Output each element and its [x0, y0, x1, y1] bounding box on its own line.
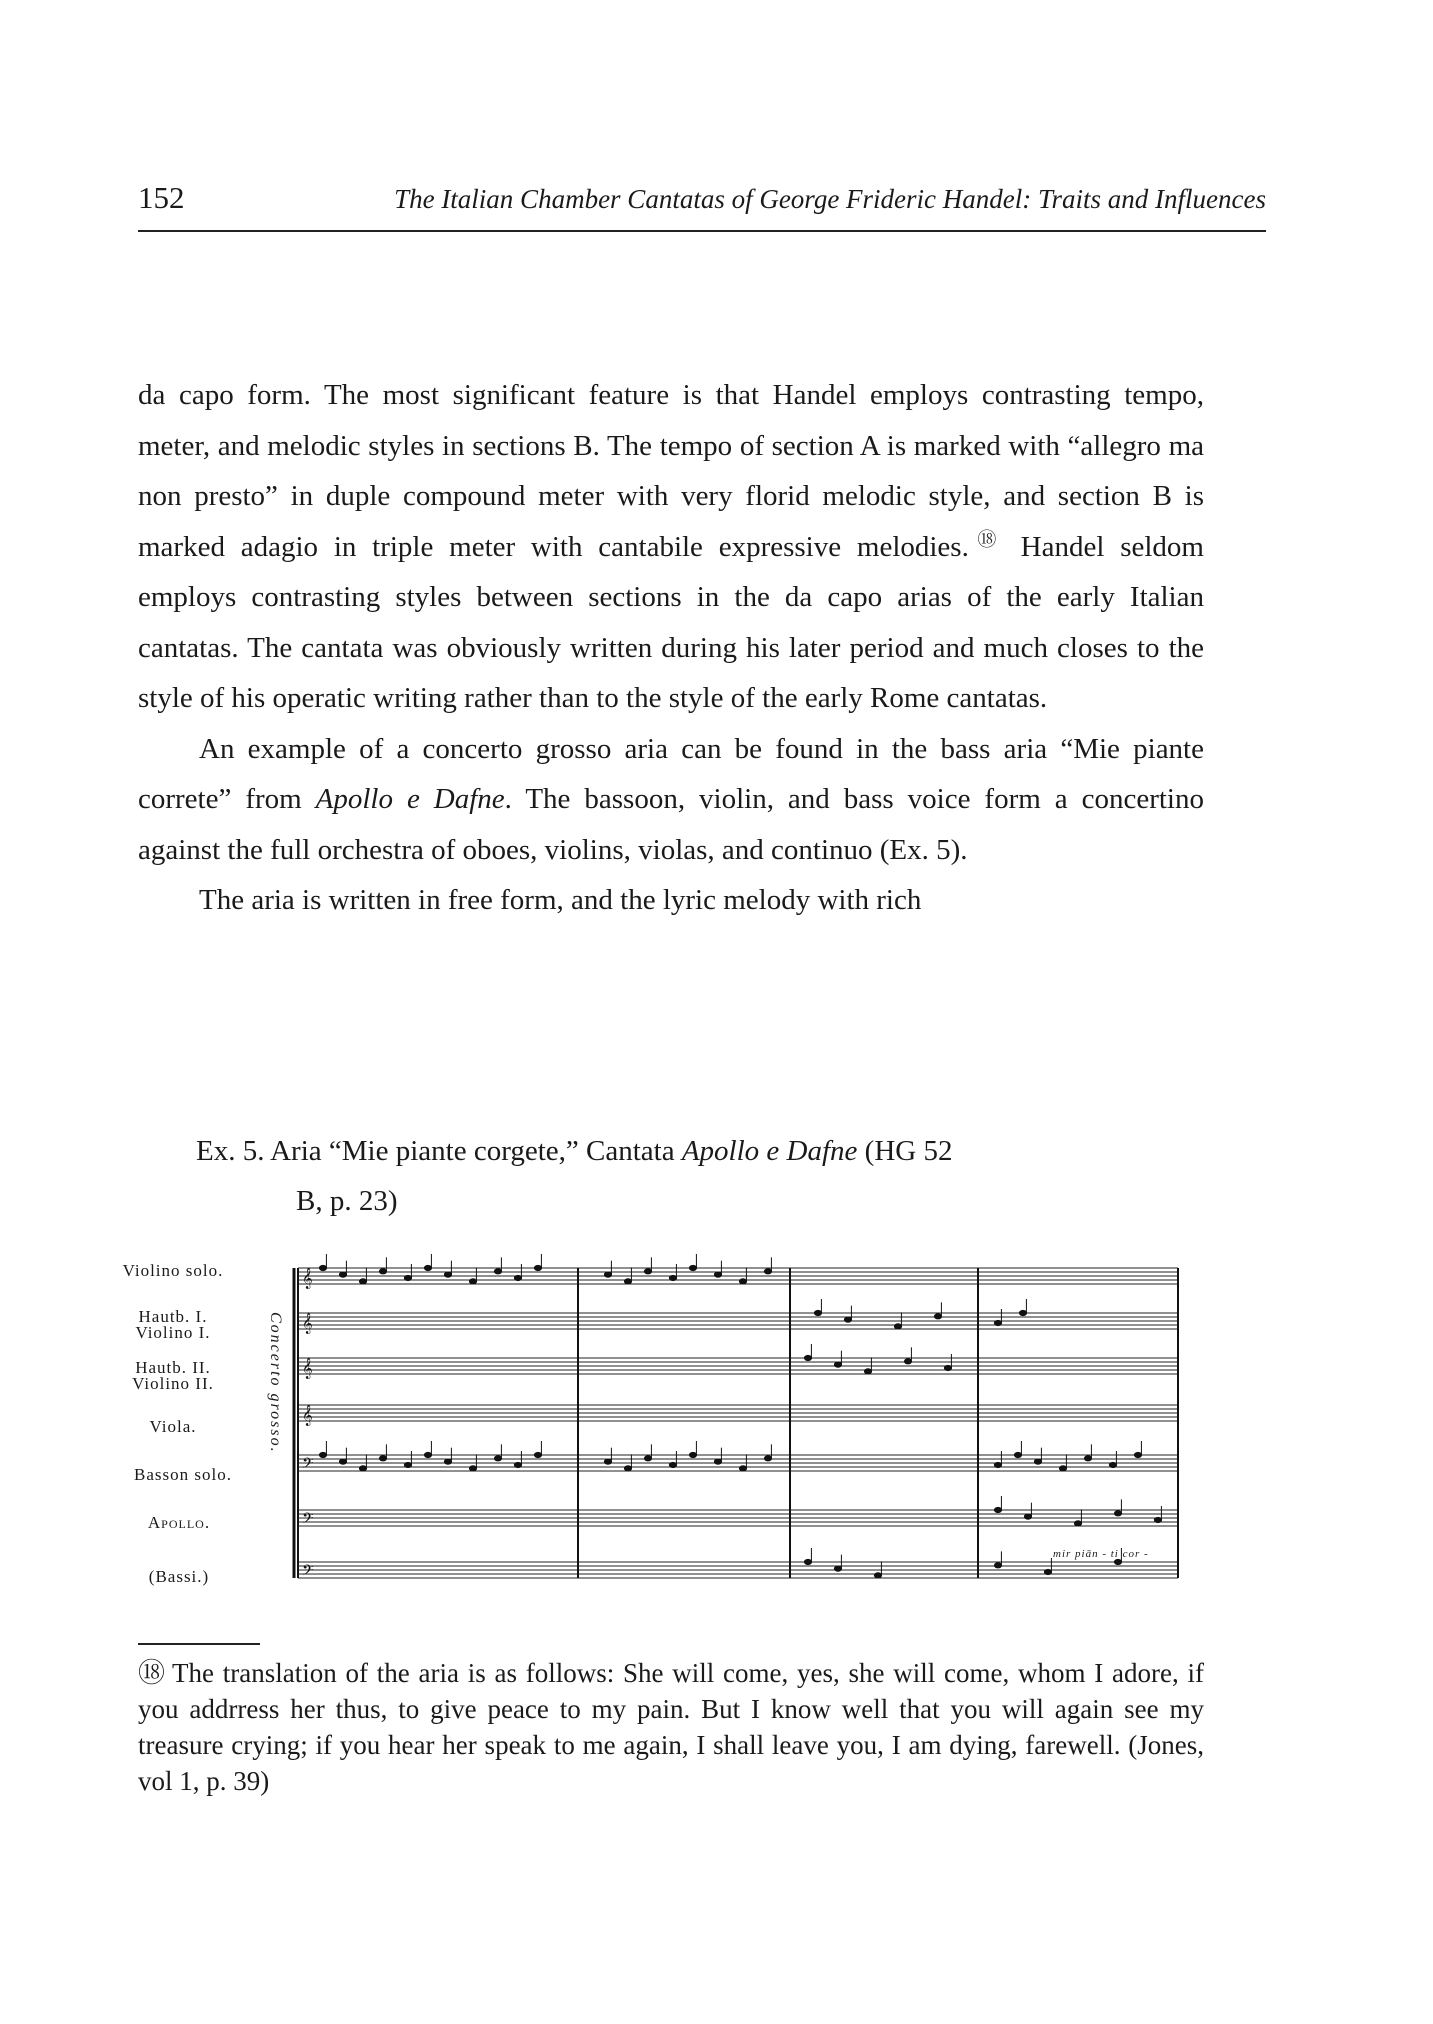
note-head — [689, 1265, 696, 1270]
example-caption — [196, 1126, 1176, 1226]
paragraph-1-part-b: Handel seldom employs contrasting styles between sections in the da capo arias of the early Italian cantatas. The cantata was obviously written during his later period and much closes to the style of his operatic writing rather than to the style of the early Rome cantatas. — [138, 530, 1204, 714]
note-head — [1024, 1514, 1031, 1519]
note-head — [1114, 1559, 1121, 1564]
paragraph-2-title: Apollo e Dafne — [315, 783, 505, 815]
caption-prefix: Ex. 5. Aria “Mie piante corgete,” Cantata — [196, 1135, 682, 1167]
note-head — [1109, 1462, 1116, 1467]
lyric-text: mir piān - ti cor - — [1053, 1548, 1149, 1560]
note-head — [444, 1459, 451, 1464]
label-violino-2: Violino II. — [132, 1374, 214, 1393]
note-head — [319, 1452, 326, 1457]
note-head — [624, 1466, 631, 1471]
note-head — [864, 1369, 871, 1374]
caption-line-2: B, p. 23) — [296, 1185, 398, 1217]
label-apollo: Apollo. — [147, 1513, 211, 1532]
note-head — [714, 1459, 721, 1464]
note-head — [689, 1452, 696, 1457]
note-head — [469, 1466, 476, 1471]
running-title: The Italian Chamber Cantatas of George Frideric Handel: Traits and Influences — [394, 184, 1266, 214]
note-head — [534, 1452, 541, 1457]
note-head — [404, 1462, 411, 1467]
note-head — [844, 1317, 851, 1322]
note-head — [994, 1507, 1001, 1512]
note-head — [804, 1559, 811, 1564]
caption-title: Apollo e Dafne — [681, 1135, 858, 1167]
score-staves — [118, 1250, 1198, 1620]
note-head — [1014, 1452, 1021, 1457]
note-head — [814, 1310, 821, 1315]
note-head — [714, 1272, 721, 1277]
note-head — [669, 1462, 676, 1467]
note-head — [379, 1456, 386, 1461]
note-head — [514, 1462, 521, 1467]
note-head — [339, 1272, 346, 1277]
note-head — [604, 1272, 611, 1277]
note-head — [834, 1362, 841, 1367]
footnote-rule — [138, 1643, 260, 1645]
note-head — [1114, 1511, 1121, 1516]
clef-icon: 𝄞 — [302, 1405, 313, 1426]
note-head — [424, 1265, 431, 1270]
clef-icon: 𝄢 — [302, 1455, 314, 1476]
note-head — [894, 1324, 901, 1329]
note-head — [1084, 1456, 1091, 1461]
note-head — [934, 1314, 941, 1319]
paragraph-3: The aria is written in free form, and the lyric melody with rich — [199, 884, 922, 916]
clef-icon: 𝄞 — [302, 1268, 313, 1289]
note-head — [994, 1320, 1001, 1325]
clef-icon: 𝄞 — [302, 1358, 313, 1379]
concerto-grosso-label: Concerto grosso. — [267, 1312, 284, 1454]
label-violino-solo: Violino solo. — [122, 1261, 224, 1280]
note-head — [834, 1566, 841, 1571]
label-violino-1: Violino I. — [135, 1323, 211, 1342]
note-head — [424, 1452, 431, 1457]
note-head — [534, 1265, 541, 1270]
note-head — [739, 1466, 746, 1471]
note-head — [1019, 1310, 1026, 1315]
note-head — [1044, 1569, 1051, 1574]
note-head — [764, 1456, 771, 1461]
note-head — [494, 1456, 501, 1461]
note-head — [644, 1456, 651, 1461]
paragraph-2 — [138, 724, 1204, 876]
page-header — [138, 180, 1266, 232]
note-head — [874, 1573, 881, 1578]
note-head — [379, 1269, 386, 1274]
note-head — [1154, 1517, 1161, 1522]
footnote-reference: ⑱ — [968, 528, 1005, 550]
note-head — [624, 1279, 631, 1284]
note-head — [404, 1275, 411, 1280]
label-bassi: (Bassi.) — [148, 1567, 210, 1586]
label-hautb-1: Hautb. I. — [138, 1307, 208, 1326]
note-head — [604, 1459, 611, 1464]
note-head — [1059, 1466, 1066, 1471]
clef-icon: 𝄢 — [302, 1510, 314, 1531]
caption-suffix: (HG 52 — [857, 1135, 953, 1167]
note-head — [944, 1365, 951, 1370]
paragraph-1 — [138, 370, 1204, 724]
note-head — [904, 1359, 911, 1364]
music-score — [118, 1250, 1198, 1630]
footnote-text: The translation of the aria is as follows: She will come, yes, she will come, whom I adore, if you addrress her thus, to give peace to my pain. But I know well that you will again see my treasure crying; if you hear her speak to me again, I shall leave you, I am dying, farewell. (Jones, vol 1, p. 39) — [138, 1658, 1204, 1796]
note-head — [1034, 1459, 1041, 1464]
note-head — [644, 1269, 651, 1274]
note-head — [514, 1275, 521, 1280]
note-head — [339, 1459, 346, 1464]
note-head — [319, 1265, 326, 1270]
paragraph-2-part-a: An example of a concerto grosso aria can be found in the bass aria “Mie piante correte” from — [138, 732, 1204, 815]
note-head — [764, 1269, 771, 1274]
page-number: 152 — [138, 180, 185, 215]
label-hautb-2: Hautb. II. — [135, 1358, 211, 1377]
note-head — [359, 1279, 366, 1284]
note-head — [359, 1466, 366, 1471]
note-head — [469, 1279, 476, 1284]
caption-line-1 — [196, 1126, 1176, 1176]
label-basson-solo: Basson solo. — [134, 1465, 232, 1484]
label-viola: Viola. — [149, 1417, 197, 1436]
note-head — [739, 1279, 746, 1284]
note-head — [444, 1272, 451, 1277]
note-head — [669, 1275, 676, 1280]
footnote — [138, 1655, 1204, 1799]
paragraph-1-part-a: da capo form. The most significant feature is that Handel employs contrasting tempo, meter, and melodic styles in sections B. The tempo of section A is marked with “allegro ma non presto” in duple compound meter with very florid melodic style, and section B is marked adagio in triple meter with cantabile expressive melodies. — [138, 379, 1204, 563]
clef-icon: 𝄞 — [302, 1313, 313, 1334]
body-text — [138, 370, 1204, 926]
note-head — [804, 1355, 811, 1360]
clef-icon: 𝄢 — [302, 1562, 314, 1583]
note-head — [494, 1269, 501, 1274]
note-head — [1074, 1521, 1081, 1526]
paragraph-2-part-b: . The bassoon, violin, and bass voice form a concertino against the full orchestra of oboes, violins, violas, and continuo (Ex. 5). — [138, 783, 1204, 866]
note-head — [994, 1462, 1001, 1467]
note-head — [1134, 1452, 1141, 1457]
note-head — [994, 1563, 1001, 1568]
footnote-mark: ⑱ — [138, 1658, 165, 1688]
